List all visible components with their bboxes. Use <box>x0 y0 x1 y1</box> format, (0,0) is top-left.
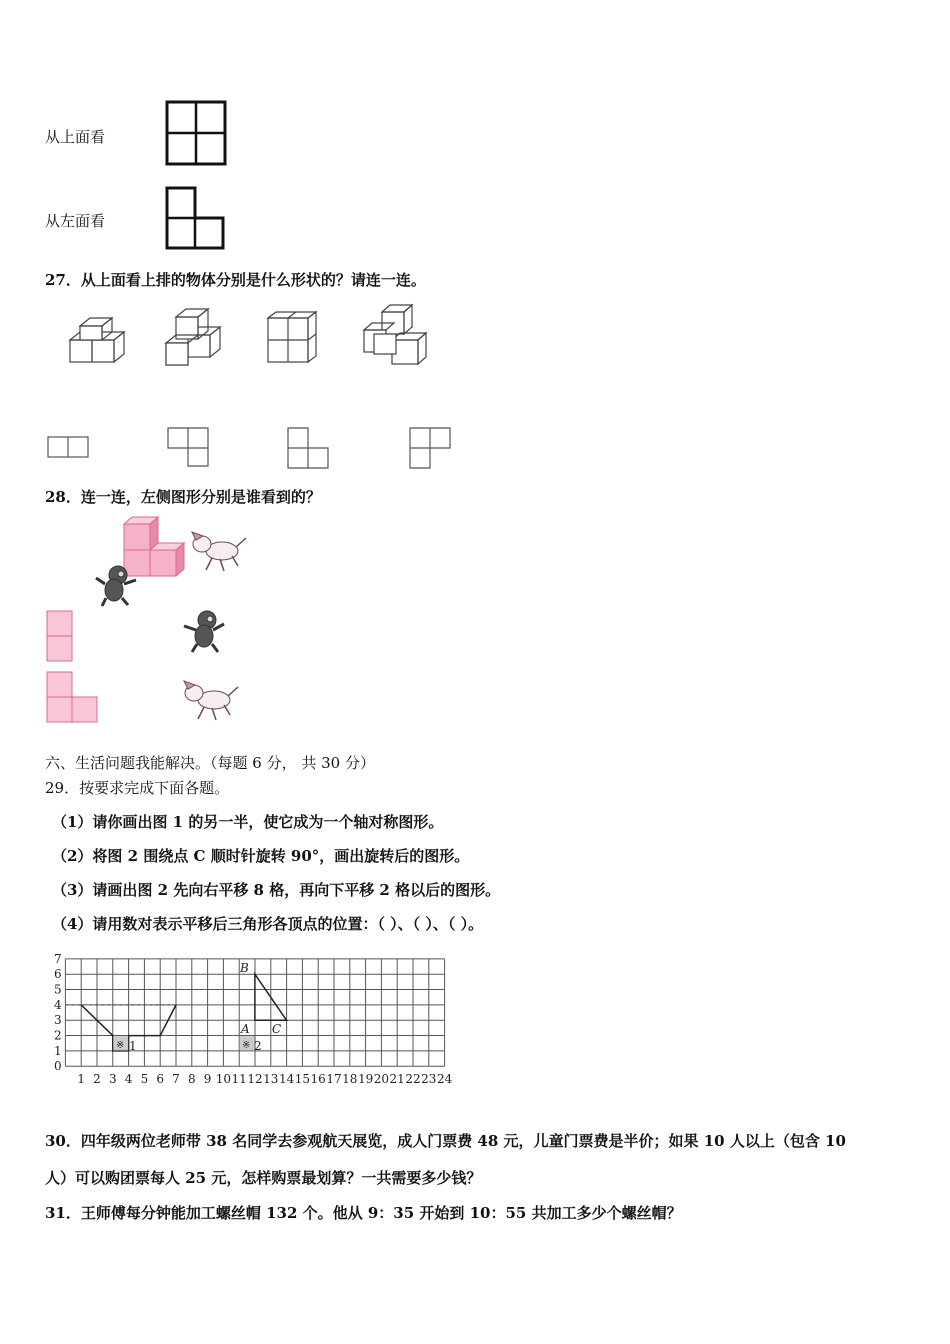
q29-sub4: （4）请用数对表示平移后三角形各顶点的位置：（ ）、（ ）、（ ）。 <box>52 915 484 933</box>
x-tick-label: 14 <box>278 1072 295 1087</box>
x-tick-label: 5 <box>140 1072 149 1087</box>
x-tick-label: 21 <box>389 1072 405 1087</box>
q27-text: 27．从上面看上排的物体分别是什么形状的？请连一连。 <box>45 271 426 289</box>
x-tick-label: 8 <box>187 1072 196 1087</box>
point-a-label: A <box>241 1022 250 1036</box>
x-tick-label: 16 <box>310 1072 326 1087</box>
figure-2-hatch-mark: ※ <box>242 1040 251 1051</box>
y-tick-label: 3 <box>54 1013 62 1028</box>
section6-title: 六、生活问题我能解决。（每题 6 分， 共 30 分） <box>45 754 375 772</box>
x-tick-label: 2 <box>93 1072 101 1087</box>
x-tick-label: 13 <box>263 1072 279 1087</box>
x-tick-label: 7 <box>172 1072 180 1087</box>
y-tick-label: 2 <box>54 1028 62 1043</box>
q28-text: 28．连一连，左侧图形分别是谁看到的？ <box>45 488 321 506</box>
x-tick-label: 6 <box>156 1072 165 1087</box>
y-tick-label: 1 <box>54 1043 62 1058</box>
x-tick-label: 3 <box>108 1072 117 1087</box>
top-view-label: 从上面看 <box>45 128 106 146</box>
figure-1-label: 1 <box>129 1039 137 1053</box>
left-view-label: 从左面看 <box>45 212 106 230</box>
q30-line1: 30．四年级两位老师带 38 名同学去参观航天展览，成人门票费 48 元，儿童门票费是半价；如果 10 人以上（包含 10 <box>45 1132 846 1150</box>
point-b-label: B <box>240 961 249 975</box>
x-tick-label: 11 <box>231 1072 247 1087</box>
x-tick-label: 17 <box>326 1072 342 1087</box>
x-tick-label: 19 <box>357 1072 374 1087</box>
q29-sub1: （1）请你画出图 1 的另一半，使它成为一个轴对称图形。 <box>52 813 444 831</box>
x-tick-label: 4 <box>124 1072 133 1087</box>
x-tick-label: 24 <box>436 1072 453 1087</box>
y-tick-label: 4 <box>54 997 62 1012</box>
y-tick-label: 0 <box>54 1059 62 1074</box>
x-tick-label: 12 <box>247 1072 263 1087</box>
point-c-label: C <box>272 1022 282 1036</box>
x-tick-label: 10 <box>215 1072 232 1087</box>
figure-1-hatch-mark: ※ <box>116 1040 125 1051</box>
figure-2-label: 2 <box>254 1039 262 1053</box>
x-tick-label: 22 <box>405 1072 421 1087</box>
x-tick-label: 1 <box>77 1072 86 1087</box>
x-tick-label: 18 <box>342 1072 358 1087</box>
y-tick-label: 6 <box>54 967 62 982</box>
q31-text: 31．王师傅每分钟能加工螺丝帽 132 个。他从 9：35 开始到 10：55 共加工多少个螺丝帽？ <box>45 1204 682 1222</box>
q29-sub3: （3）请画出图 2 先向右平移 8 格，再向下平移 2 格以后的图形。 <box>52 881 501 899</box>
x-tick-label: 15 <box>294 1072 311 1087</box>
q29-sub2: （2）将图 2 围绕点 C 顺时针旋转 90°，画出旋转后的图形。 <box>52 847 470 865</box>
x-tick-label: 9 <box>203 1072 212 1087</box>
x-tick-label: 20 <box>373 1072 390 1087</box>
x-tick-label: 23 <box>421 1072 437 1087</box>
q29-text: 29．按要求完成下面各题。 <box>45 779 230 797</box>
y-tick-label: 7 <box>54 951 62 966</box>
q30-line2: 人）可以购团票每人 25 元，怎样购票最划算？一共需要多少钱？ <box>45 1169 482 1187</box>
y-tick-label: 5 <box>54 982 62 997</box>
